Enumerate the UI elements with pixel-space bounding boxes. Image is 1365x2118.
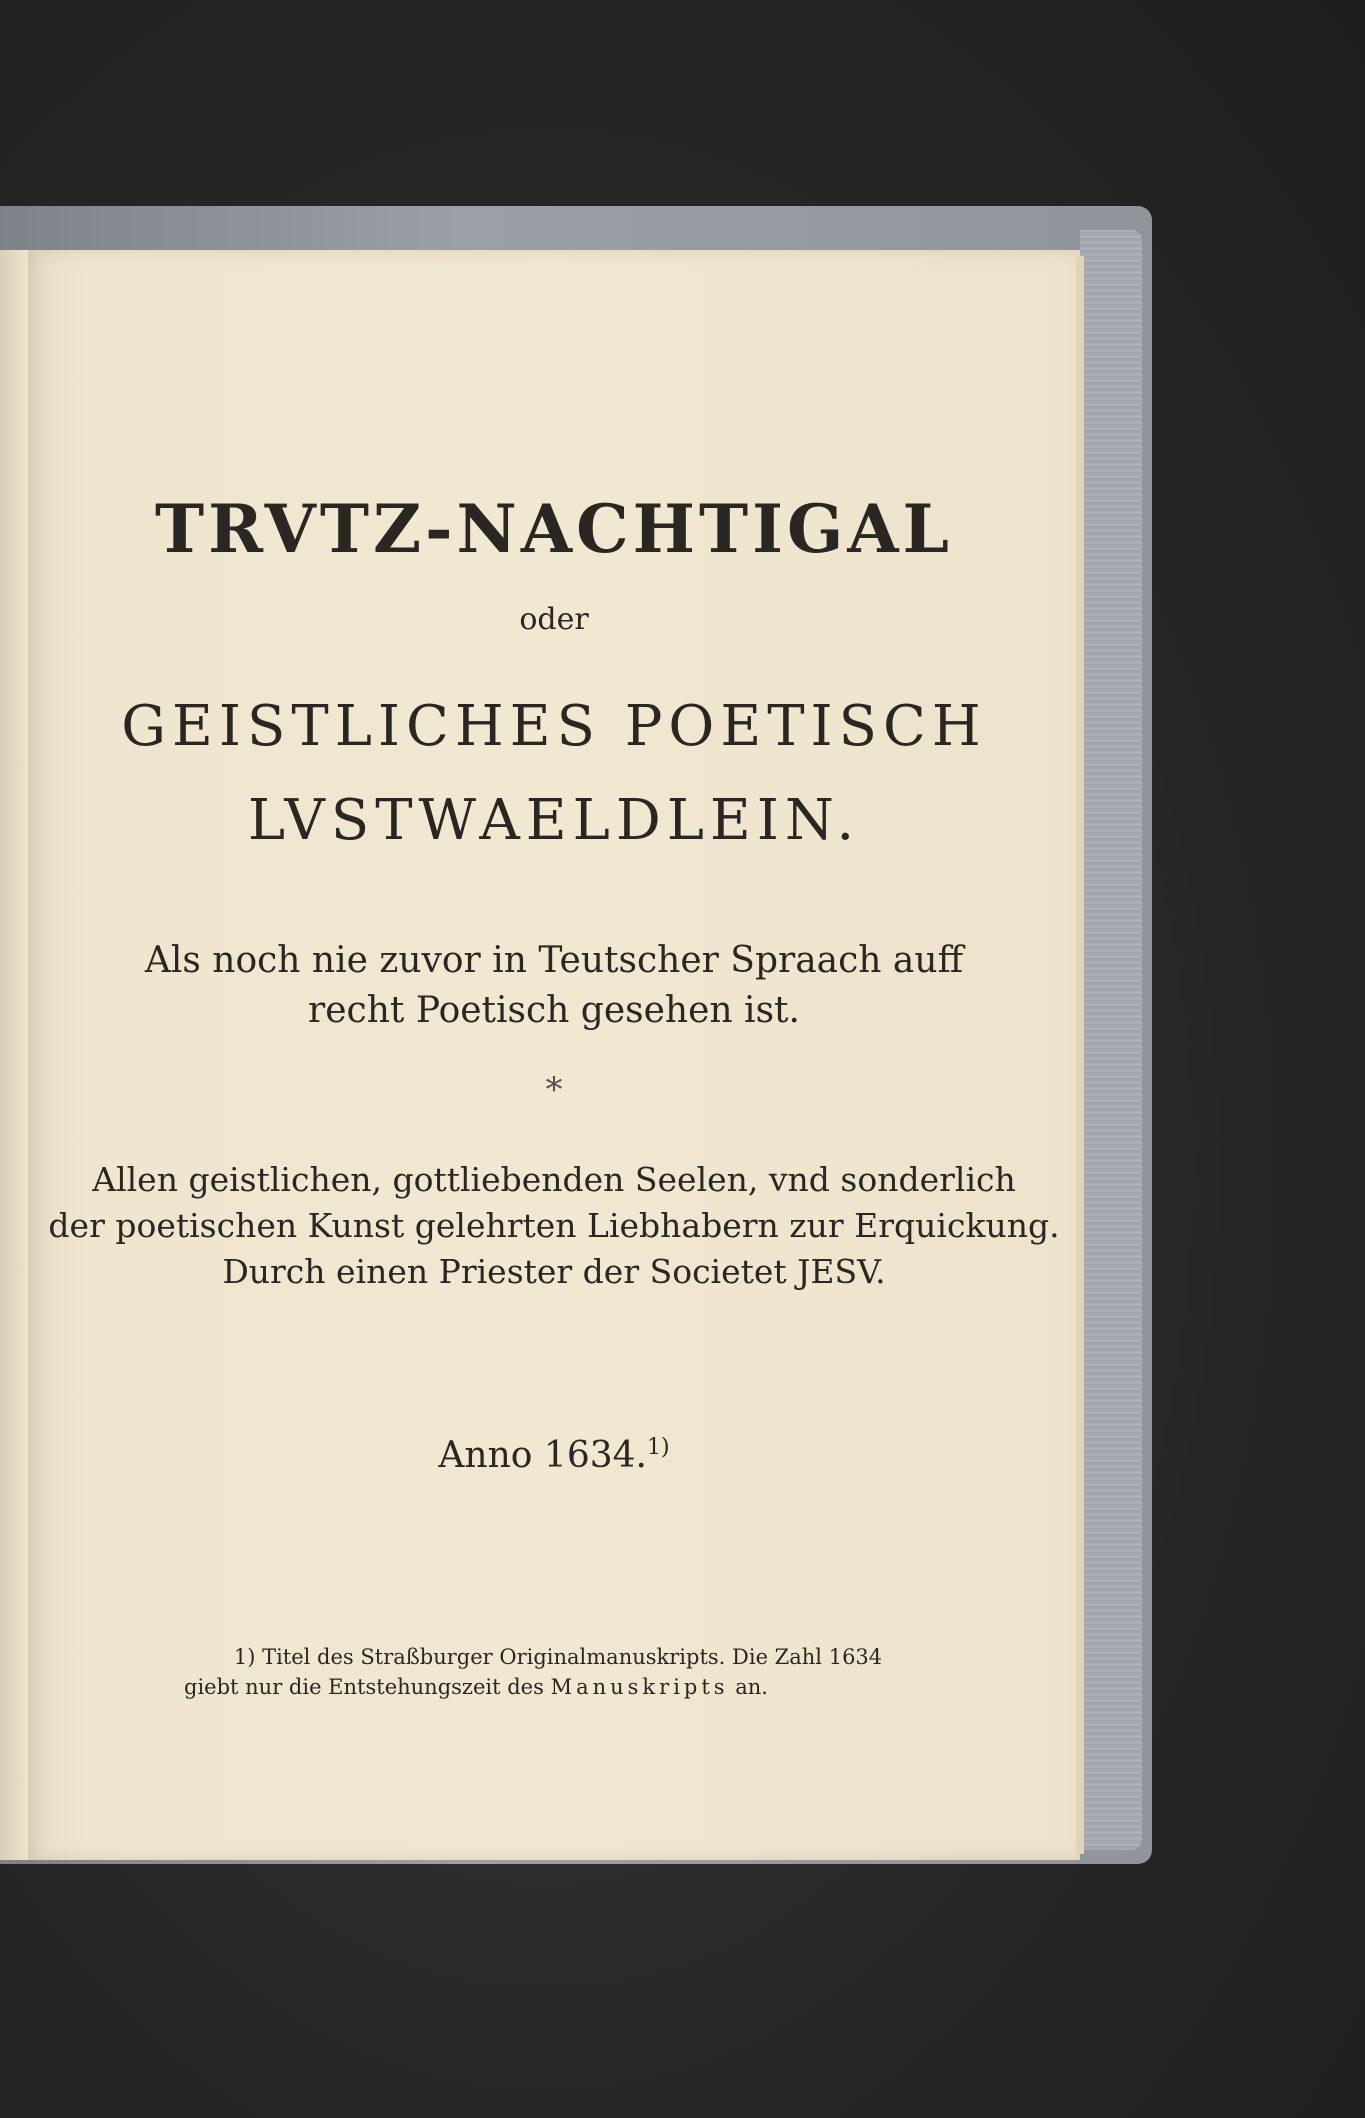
subtitle-line-1: GEISTLICHES POETISCH: [121, 694, 987, 759]
footnote-mark: 1): [646, 1435, 670, 1460]
footnote-line-1: 1) Titel des Straßburger Originalmanuskripts. Die Zahl 1634: [233, 1645, 883, 1669]
left-page-edge: [0, 250, 30, 1860]
footnote-line-2: [28, 1675, 768, 1699]
separator-asterisk: *: [545, 1070, 563, 1110]
anno-text: Anno 1634.: [438, 1435, 647, 1476]
description-line-2: recht Poetisch gesehen ist.: [308, 990, 800, 1031]
page-fore-edge: [1076, 256, 1084, 1854]
subtitle-line-2: LVSTWAELDLEIN.: [247, 788, 861, 853]
publication-year: [28, 1435, 1080, 1476]
description-line-1: Als noch nie zuvor in Teutscher Spraach auff: [144, 940, 964, 981]
dedication-line-1: Allen geistlichen, gottliebenden Seelen, vnd sonderlich: [92, 1160, 1016, 1199]
dedication-line-2: der poetischen Kunst gelehrten Liebhabern zur Erquickung.: [48, 1206, 1060, 1245]
title-page: [28, 250, 1080, 1860]
title-conjunction: oder: [519, 602, 589, 637]
dedication-line-3: Durch einen Priester der Societet JESV.: [222, 1252, 886, 1291]
footnote-spaced-word: Manuskripts: [550, 1675, 729, 1699]
footnote-line-2-end: an.: [735, 1675, 768, 1699]
cover-edge: [1080, 230, 1142, 1850]
book-title: TRVTZ-NACHTIGAL: [155, 490, 953, 568]
footnote-line-2-start: giebt nur die Entstehungszeit des: [184, 1675, 544, 1699]
